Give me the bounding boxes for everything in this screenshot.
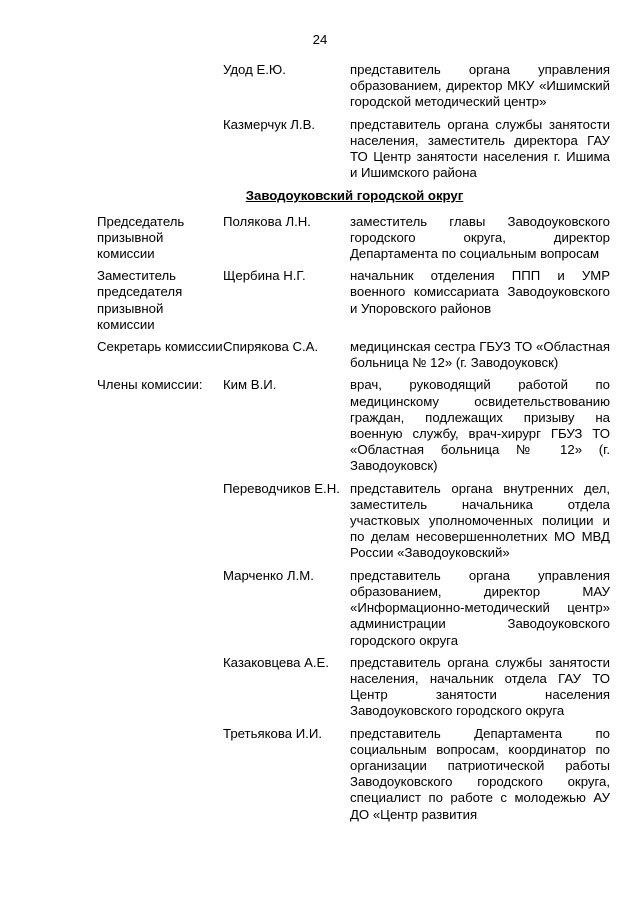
member-position: врач, руководящий работой по медицинскому освидетельствованию граждан, подлежащих призыву на военную службу, врач-хирург ГБУЗ ТО «Областная больница № 12» (г. Заводоуковск) [350, 377, 610, 474]
member-position: заместитель главы Заводоуковского городского округа, директор Департамента по социальным вопросам [350, 213, 610, 262]
member-position: представитель органа управления образованием, директор МАУ «Информационно-методический центр» администрации Заводоуковского городского округа [350, 567, 610, 648]
member-role: Секретарь комиссии [97, 339, 223, 355]
member-role: Заместитель председателя призывной комиссии [97, 268, 183, 332]
member-row [97, 268, 610, 333]
member-name: Переводчиков Е.Н. [223, 480, 340, 496]
member-name: Удод Е.Ю. [223, 62, 286, 77]
member-name: Казаковцева А.Е. [223, 654, 330, 670]
member-name: Щербина Н.Г. [223, 268, 306, 284]
member-row [97, 481, 610, 562]
member-role [97, 655, 223, 720]
member-row [97, 726, 610, 823]
member-row [97, 377, 610, 474]
member-row [97, 568, 610, 649]
member-row [97, 655, 610, 720]
member-name: Марченко Л.М. [223, 567, 314, 583]
member-role [97, 726, 223, 823]
member-row [97, 117, 610, 182]
member-position: представитель органа службы занятости населения, заместитель директора ГАУ ТО Центр занятости населения г. Ишима и Ишимского района [350, 116, 610, 181]
member-position: представитель органа внутренних дел, заместитель начальника отдела участковых уполномоченных полиции и по делам несовершеннолетних МО МВД России «Заводоуковский» [350, 480, 610, 561]
member-name: Ким В.И. [223, 377, 277, 393]
member-position: представитель Департамента по социальным вопросам, координатор по организации патриотической работы Заводоуковского городского округа, специалист по работе с молодежью АУ ДО «Центр развития [350, 725, 610, 822]
member-row [97, 62, 610, 111]
commission-list [97, 62, 610, 829]
member-role [97, 481, 223, 562]
member-position: представитель органа службы занятости населения, начальник отдела ГАУ ТО Центр занятости населения Заводоуковского городского округа [350, 654, 610, 719]
member-position: начальник отделения ППП и УМР военного комиссариата Заводоуковского и Упоровского районов [350, 268, 610, 316]
member-role: Председатель призывной комиссии [97, 213, 185, 262]
page-number: 24 [312, 32, 328, 47]
member-name: Казмерчук Л.В. [223, 116, 316, 132]
member-name: Спирякова С.А. [223, 339, 319, 355]
member-position: представитель органа управления образованием, директор МКУ «Ишимский городской методический центр» [350, 62, 610, 110]
member-role [97, 568, 223, 649]
member-role [97, 117, 223, 182]
section-title: Заводоуковский городской округ [245, 188, 464, 204]
member-name: Третьякова И.И. [223, 725, 322, 741]
member-role [97, 62, 223, 111]
member-position: медицинская сестра ГБУЗ ТО «Областная больница № 12» (г. Заводоуковск) [350, 339, 610, 371]
member-row [97, 339, 610, 371]
member-row [97, 214, 610, 263]
member-role: Члены комиссии: [97, 377, 203, 393]
member-name: Полякова Л.Н. [223, 213, 311, 229]
